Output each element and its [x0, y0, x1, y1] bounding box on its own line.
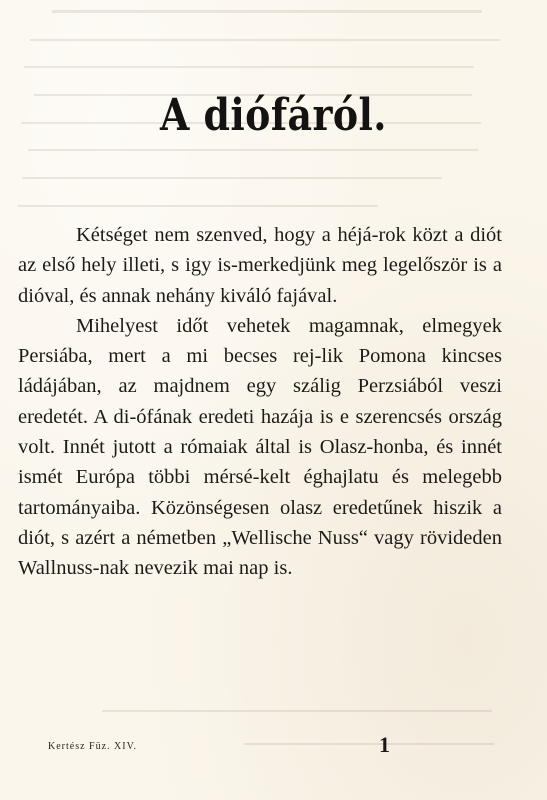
- paragraph-1: Kétséget nem szenved, hogy a héjá-rok közt a diót az első hely illeti, s igy is-merkedjünk meg legelőször is a dióval, és annak nehány kiváló fajával.: [18, 224, 502, 307]
- page-number: 1: [379, 732, 390, 757]
- printer-signature: Kertész Füz. XIV.: [48, 741, 138, 752]
- paragraph-2: Mihelyest időt vehetek magamnak, elmegyek Persiába, mert a mi becses rej-lik Pomona kincses ládájában, az majdnem egy szálig Perzsiából veszi eredetét. A di-ófának eredeti hazája is e szerencsés ország volt. Innét jutott a rómaiak által is Olasz-honba, és innét ismét Európa többi mérsé-kelt éghajlatu és melegebb tartományaiba. Közönségesen olasz eredetűnek hiszik a diót, s azért a németben „Wellische Nuss“ vagy rövideden Wallnuss-nak nevezik mai nap is.: [18, 314, 502, 580]
- page-title: A diófáról.: [160, 90, 387, 141]
- article-body: [18, 220, 502, 584]
